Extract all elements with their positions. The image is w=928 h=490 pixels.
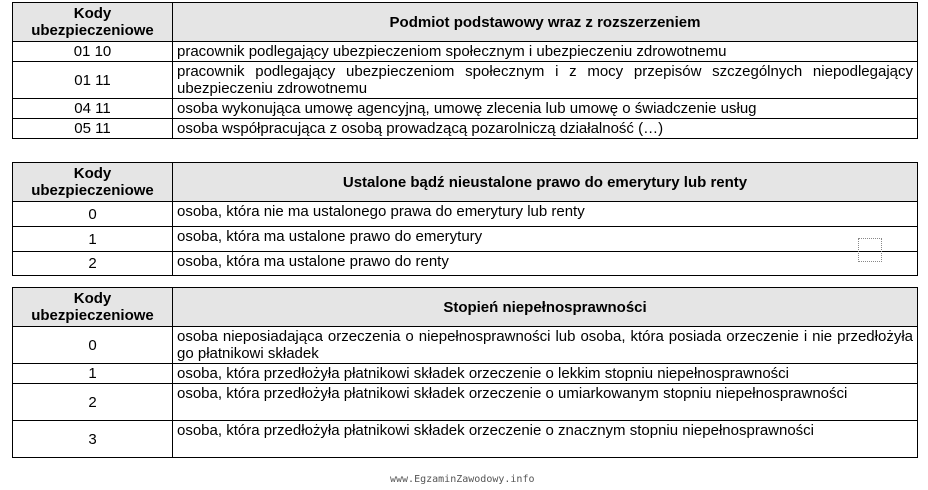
- code-cell: 3: [13, 421, 173, 458]
- table-header-row: [13, 288, 918, 327]
- description-cell: osoba współpracująca z osobą prowadzącą pozarolniczą działalność (…): [173, 119, 918, 139]
- column-header-codes: Kody ubezpieczeniowe: [13, 3, 173, 42]
- table-row: [13, 42, 918, 62]
- code-cell: 1: [13, 227, 173, 252]
- description-cell: osoba, która nie ma ustalonego prawa do emerytury lub renty: [173, 202, 918, 227]
- table-row: [13, 252, 918, 276]
- description-cell: osoba, która ma ustalone prawo do emerytury: [173, 227, 918, 252]
- column-header-description: Stopień niepełnosprawności: [173, 288, 918, 327]
- table-row: [13, 364, 918, 384]
- table-row: [13, 227, 918, 252]
- description-cell: pracownik podlegający ubezpieczeniom społecznym i ubezpieczeniu zdrowotnemu: [173, 42, 918, 62]
- code-cell: 0: [13, 202, 173, 227]
- column-header-description: Podmiot podstawowy wraz z rozszerzeniem: [173, 3, 918, 42]
- description-cell: osoba, która przedłożyła płatnikowi składek orzeczenie o znacznym stopniu niepełnosprawności: [173, 421, 918, 458]
- description-cell: pracownik podlegający ubezpieczeniom społecznym i z mocy przepisów szczególnych niepodlegający ubezpieczeniu zdrowotnemu: [173, 62, 918, 99]
- table-row: [13, 202, 918, 227]
- watermark-url: www.EgzaminZawodowy.info: [390, 474, 535, 485]
- table-row: [13, 119, 918, 139]
- table-header-row: [13, 163, 918, 202]
- table-prawo-do-emerytury: [12, 162, 918, 276]
- description-cell: osoba, która ma ustalone prawo do renty: [173, 252, 918, 276]
- code-cell: 01 10: [13, 42, 173, 62]
- code-cell: 05 11: [13, 119, 173, 139]
- table-row: [13, 384, 918, 421]
- description-cell: osoba nieposiadająca orzeczenia o niepełnosprawności lub osoba, która posiada orzeczenie i nie przedłożyła go płatnikowi składek: [173, 327, 918, 364]
- code-cell: 0: [13, 327, 173, 364]
- description-cell: osoba, która przedłożyła płatnikowi składek orzeczenie o lekkim stopniu niepełnosprawności: [173, 364, 918, 384]
- table-row: [13, 62, 918, 99]
- column-header-description: Ustalone bądź nieustalone prawo do emerytury lub renty: [173, 163, 918, 202]
- code-cell: 1: [13, 364, 173, 384]
- table-row: [13, 421, 918, 458]
- watermark-logo-icon: [858, 238, 882, 262]
- table-podmiot-podstawowy: [12, 2, 918, 139]
- code-cell: 2: [13, 252, 173, 276]
- table-row: [13, 99, 918, 119]
- description-cell: osoba, która przedłożyła płatnikowi składek orzeczenie o umiarkowanym stopniu niepełnosprawności: [173, 384, 918, 421]
- table-header-row: [13, 3, 918, 42]
- column-header-codes: Kody ubezpieczeniowe: [13, 163, 173, 202]
- table-stopien-niepelnosprawnosci: [12, 287, 918, 458]
- code-cell: 01 11: [13, 62, 173, 99]
- description-cell: osoba wykonująca umowę agencyjną, umowę zlecenia lub umowę o świadczenie usług: [173, 99, 918, 119]
- column-header-codes: Kody ubezpieczeniowe: [13, 288, 173, 327]
- table-row: [13, 327, 918, 364]
- code-cell: 04 11: [13, 99, 173, 119]
- code-cell: 2: [13, 384, 173, 421]
